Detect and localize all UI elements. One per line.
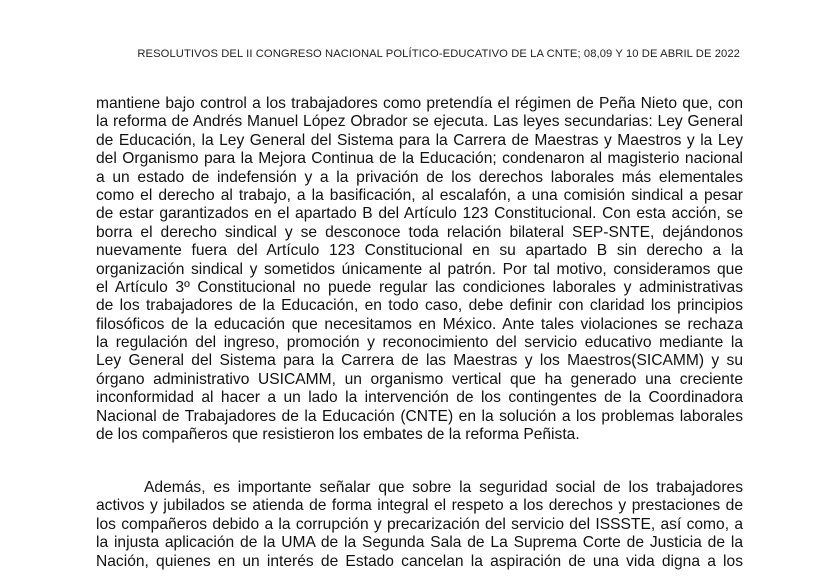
- text-line: Nacional de Trabajadores de la Educación (CNTE) en la solución a los problemas laborales: [96, 407, 743, 425]
- text-line: como el derecho al trabajo, a la basificación, al escalafón, a una comisión sindical a pesar: [96, 186, 743, 204]
- text-line: mantiene bajo control a los trabajadores como pretendía el régimen de Peña Nieto que, con: [96, 95, 743, 112]
- text-line: del Organismo para la Mejora Continua de la Educación; condenaron al magisterio nacional: [96, 150, 743, 168]
- text-line: activos y jubilados se atienda de forma integral el respeto a los derechos y prestaciones de: [96, 497, 743, 515]
- paragraph-1: [96, 95, 743, 444]
- text-line: órgano administrativo USICAMM, un organismo vertical que ha generado una creciente: [96, 370, 743, 388]
- text-line: inconformidad al hacer a un lado la intervención de los contingentes de la Coordinadora: [96, 389, 743, 407]
- text-line: de los trabajadores de la Educación, en todo caso, debe definir con claridad los principios: [96, 297, 743, 315]
- text-line: Además, es importante señalar que sobre la seguridad social de los trabajadores: [144, 479, 743, 496]
- text-line: Nación, quienes en un interés de Estado cancelan la aspiración de una vida digna a los: [96, 552, 743, 570]
- text-line: nuevamente fuera del Artículo 123 Constitucional en su apartado B sin derecho a la: [96, 242, 743, 260]
- text-line: la injusta aplicación de la UMA de la Segunda Sala de La Suprema Corte de Justicia de la: [96, 534, 743, 552]
- text-line: el Artículo 3º Constitucional no puede regular las condiciones laborales y administrativas: [96, 278, 743, 296]
- text-line: los compañeros debido a la corrupción y precarización del servicio del ISSSTE, así como, a: [96, 515, 743, 533]
- text-line: la reforma de Andrés Manuel López Obrador se ejecuta. Las leyes secundarias: Ley General: [96, 113, 743, 131]
- paragraph-2: [96, 479, 743, 571]
- text-line: la regulación del ingreso, promoción y reconocimiento del servicio educativo mediante la: [96, 334, 743, 352]
- text-line: borra el derecho sindical y se desconoce toda relación bilateral SEP-SNTE, dejándonos: [96, 223, 743, 241]
- text-line: filosóficos de la educación que necesitamos en México. Ante tales violaciones se rechaza: [96, 315, 743, 333]
- text-line: organización sindical y sometidos únicamente al patrón. Por tal motivo, consideramos que: [96, 260, 743, 278]
- text-line: de estar garantizados en el apartado B del Artículo 123 Constitucional. Con esta acción, se: [96, 205, 743, 223]
- text-line: de Educación, la Ley General del Sistema para la Carrera de Maestras y Maestros y la Ley: [96, 131, 743, 149]
- text-line: a un estado de indefensión y a la privación de los derechos laborales más elementales: [96, 168, 743, 186]
- text-line: Ley General del Sistema para la Carrera de las Maestras y los Maestros(SICAMM) y su: [96, 352, 743, 370]
- running-header: RESOLUTIVOS DEL II CONGRESO NACIONAL POLÍTICO-EDUCATIVO DE LA CNTE; 08,09 Y 10 DE ABRIL DE 2022: [137, 48, 740, 60]
- text-line: de los compañeros que resistieron los embates de la reforma Peñista.: [96, 426, 580, 444]
